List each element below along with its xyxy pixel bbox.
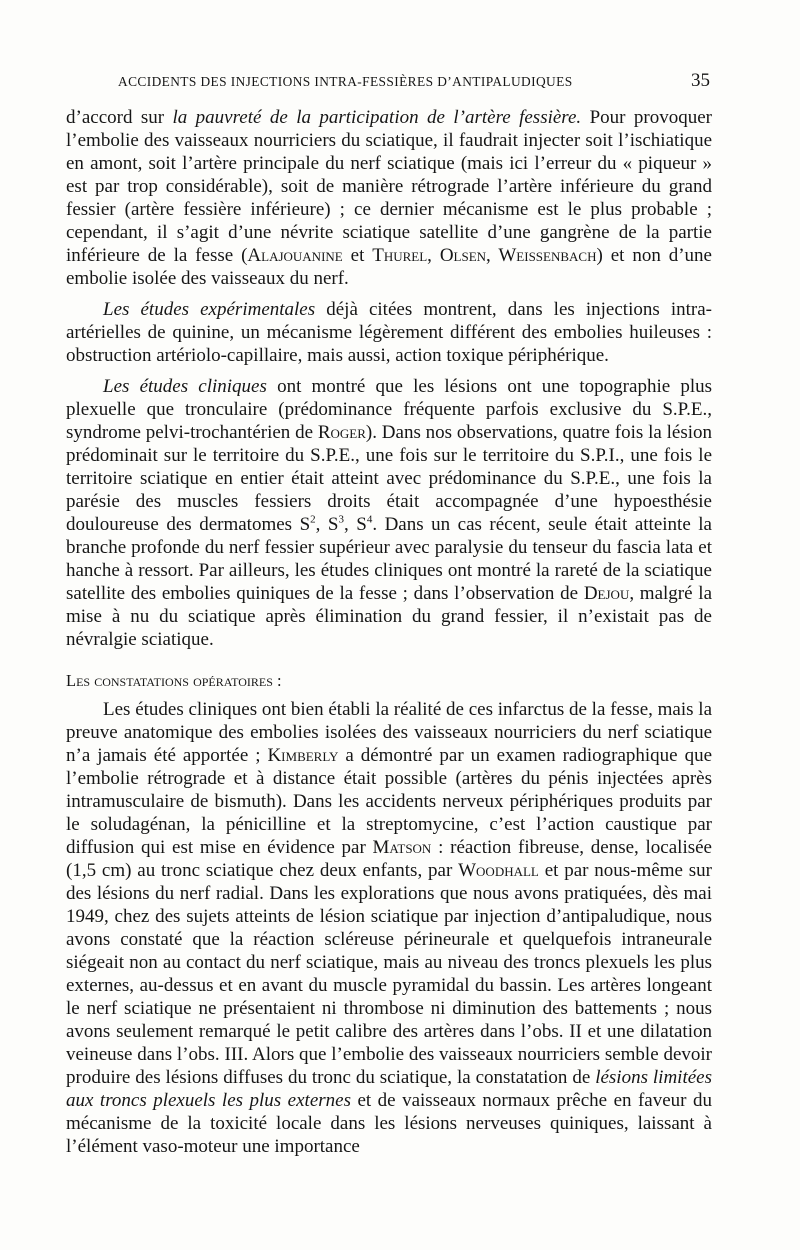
author-name: Kimberly [267, 745, 339, 766]
author-name: Thurel, Olsen, Weissenbach [372, 245, 597, 266]
page-number: 35 [691, 70, 710, 91]
paragraph-operative-findings: Les études cliniques ont bien établi la réalité de ces infarctus de la fesse, mais la preuve anatomique des embolies isolées des vaisseaux nourriciers du nerf sciatique n’a jamais été apportée ; Kimberly a démontré par un examen radiographique que l’embolie rétrograde et à distance était possible (artères du pénis injectées après intramusculaire de bismuth). Dans les accidents nerveux périphériques produits par le soludagénan, la pénicilline et la streptomycine, c’est l’action caustique par diffusion qui est mise en évidence par Matson : réaction fibreuse, dense, localisée (1,5 cm) au tronc sciatique chez deux enfants, par Woodhall et par nous-même sur des lésions du nerf radial. Dans les explorations que nous avons pratiquées, dès mai 1949, chez des sujets atteints de lésion sciatique par injection d’antipaludique, nous avons constaté que la réaction scléreuse périneurale et quelquefois intraneurale siégeait non au contact du nerf sciatique, mais au niveau des troncs plexuels les plus externes, au-dessus et en avant du muscle pyramidal du bassin. Les artères longeant le nerf sciatique ne présentaient ni thrombose ni diminution des battements ; nous avons seulement remarqué le petit calibre des artères dans l’obs. II et une dilatation veineuse dans l’obs. III. Alors que l’embolie des vaisseaux nourriciers semble devoir produire des lésions diffuses du tronc du sciatique, la constatation de lésions limitées aux troncs plexuels les plus externes et de vaisseaux normaux prêche en faveur du mécanisme de la toxicité locale dans les lésions nerveuses quiniques, laissant à l’élément vaso-moteur une importance [66, 699, 713, 1157]
italic-lead: Les études cliniques [103, 376, 267, 397]
italic-lead: Les études expérimentales [103, 299, 316, 320]
section-heading: Les constatations opératoires : [66, 671, 282, 690]
author-name: Dejou [583, 583, 630, 604]
italic-phrase: la pauvreté de la participation de l’artère fessière. [172, 107, 582, 128]
italic-phrase: lésions limitées aux troncs plexuels les plus externes [66, 1067, 712, 1111]
paragraph-clinical-studies: Les études cliniques ont montré que les lésions ont une topographie plus plexuelle que tronculaire (prédominance fréquente parfois exclusive du S.P.E., syndrome pelvi-trochantérien de Roger). Dans nos observations, quatre fois la lésion prédominait sur le territoire du S.P.E., une fois sur le territoire du S.P.I., une fois le territoire sciatique en entier était atteint avec prédominance du S.P.E., une fois la parésie des muscles fessiers droits était accompagnée d’une hypoesthésie douloureuse des dermatomes $S^2$, $S^3$, $S^4$. Dans un cas récent, seule était atteinte la branche profonde du nerf fessier supérieur avec paralysie du tenseur du fascia lata et hanche à ressort. Par ailleurs, les études cliniques ont montré la rareté de la sciatique satellite des embolies quiniques de la fesse ; dans l’observation de Dejou, malgré la mise à nu du sciatique après élimination du grand fessier, il n’existait pas de névralgie sciatique. [66, 376, 713, 650]
paragraph-experimental-studies: Les études expérimentales déjà citées montrent, dans les injections intra-artérielles de quinine, un mécanisme légèrement différent des embolies huileuses : obstruction artériolo-capillaire, mais aussi, action toxique périphérique. [66, 299, 712, 366]
author-name: Roger [317, 422, 366, 443]
author-name: Matson [372, 837, 432, 858]
author-name: Alajouanine [247, 245, 343, 266]
page-body [66, 106, 712, 1158]
author-name: Woodhall [458, 860, 539, 881]
paragraph-continuation: d’accord sur la pauvreté de la participation de l’artère fessière. Pour provoquer l’embolie des vaisseaux nourriciers du sciatique, il faudrait injecter soit l’ischiatique en amont, soit l’artère principale du nerf sciatique (mais ici l’erreur du « piqueur » est par trop considérable), soit de manière rétrograde l’artère inférieure du grand fessier (artère fessière inférieure) ; ce dernier mécanisme est le plus probable ; cependant, il s’agit d’une névrite sciatique satellite d’une gangrène de la partie inférieure de la fesse (Alajouanine et Thurel, Olsen, Weissenbach) et non d’une embolie isolée des vaisseaux du nerf. [66, 107, 712, 289]
running-header [118, 70, 712, 96]
running-title: ACCIDENTS DES INJECTIONS INTRA-FESSIÈRES D’ANTIPALUDIQUES [118, 74, 573, 89]
